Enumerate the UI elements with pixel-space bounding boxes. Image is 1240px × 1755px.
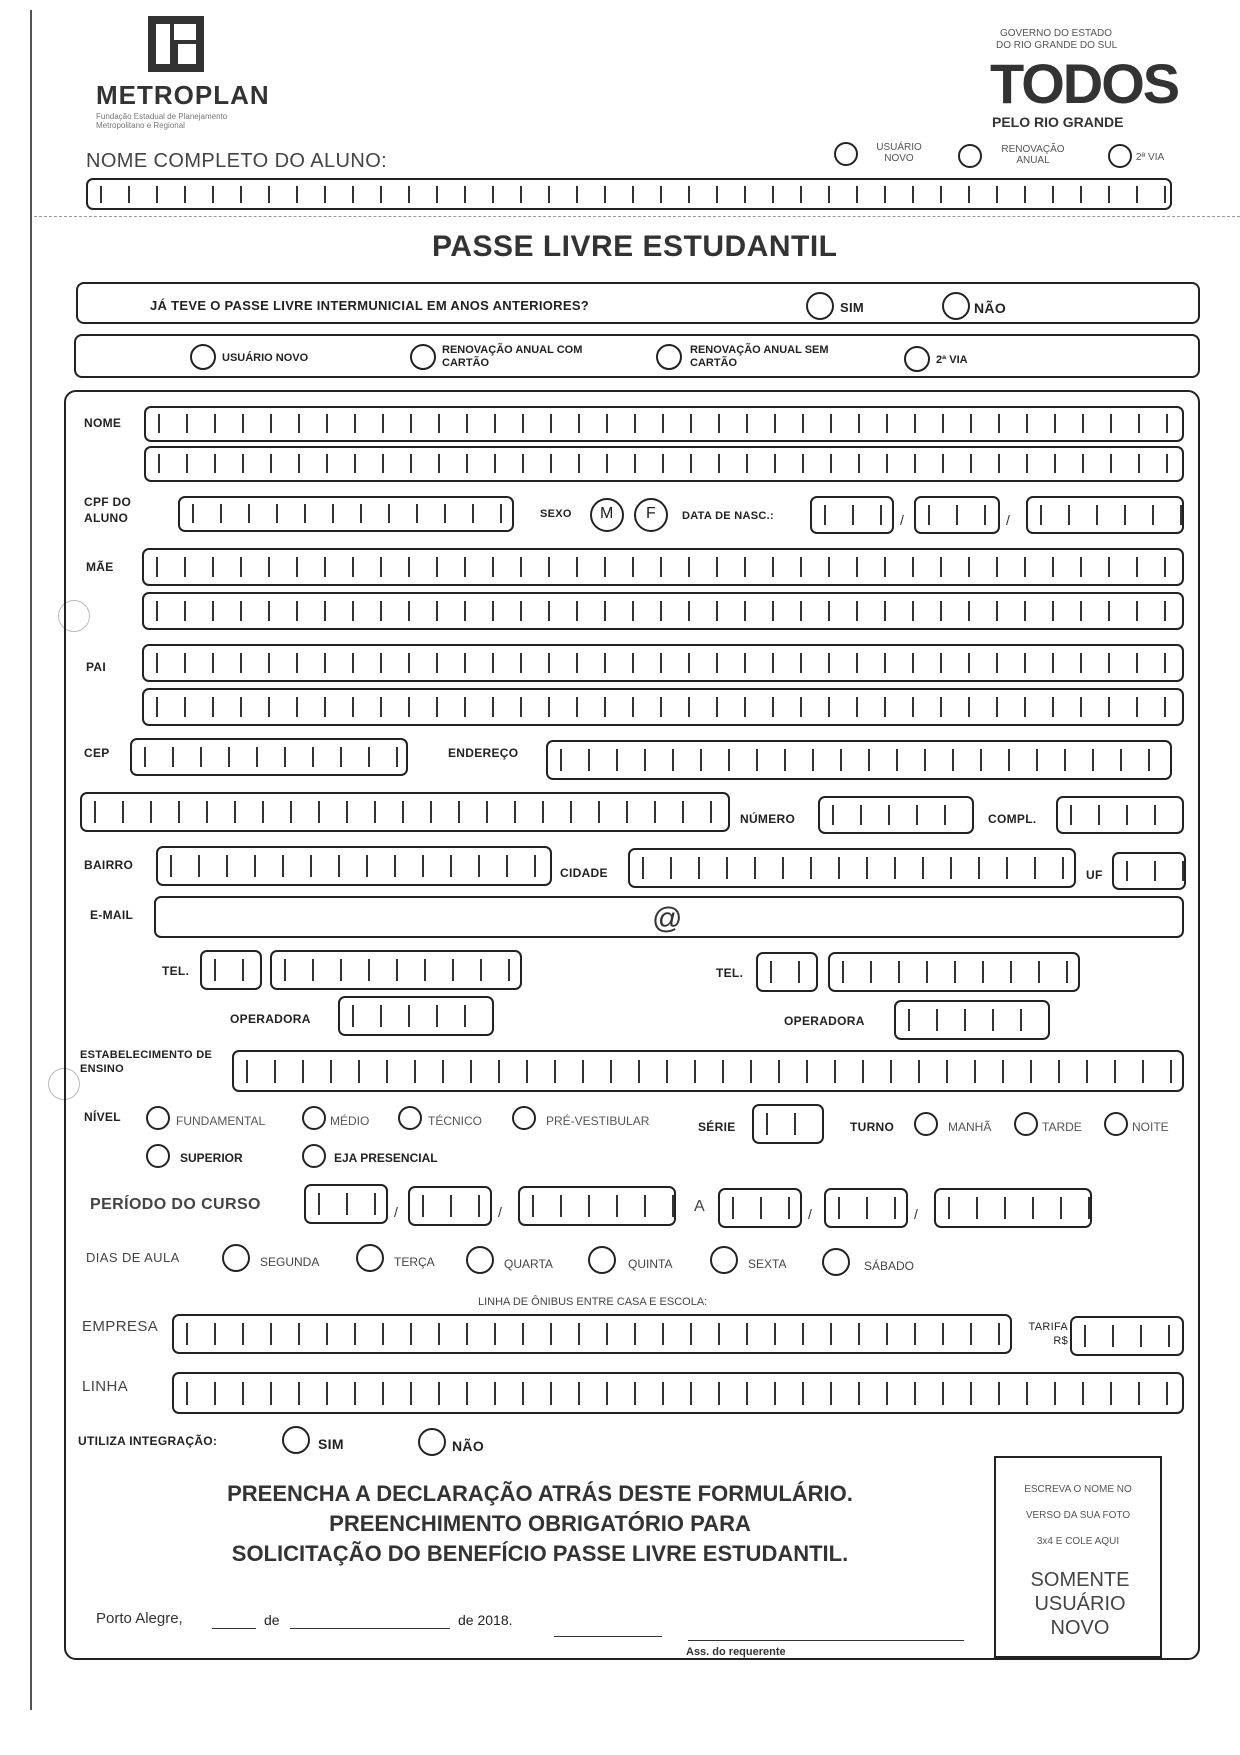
data-nasc-year-field[interactable] [1026, 496, 1184, 534]
nivel-medio-radio[interactable] [302, 1106, 326, 1130]
request-new-user-label: USUÁRIO NOVO [222, 352, 309, 364]
operadora2-label: OPERADORA [784, 1014, 865, 1028]
request-second-copy-radio[interactable] [904, 346, 930, 372]
dia-segunda-radio[interactable] [222, 1244, 250, 1272]
nivel-tecnico-radio[interactable] [398, 1106, 422, 1130]
operadora1-label: OPERADORA [230, 1012, 311, 1026]
tel2-label: TEL. [716, 966, 744, 980]
periodo-start-month-field[interactable] [408, 1186, 492, 1226]
nivel-eja-radio[interactable] [302, 1144, 326, 1168]
cep-field[interactable] [130, 738, 408, 776]
nivel-eja-label: EJA PRESENCIAL [334, 1151, 438, 1165]
mae-field-line2[interactable] [142, 592, 1184, 630]
empresa-label: EMPRESA [82, 1318, 159, 1335]
notice-line2: PREENCHIMENTO OBRIGATÓRIO PARA [329, 1511, 751, 1536]
prior-no-label: NÃO [974, 300, 1007, 316]
periodo-to-label: A [694, 1198, 705, 1215]
photo-note: SOMENTE USUÁRIO NOVO [1030, 1569, 1130, 1639]
nome-field-line2[interactable] [144, 446, 1184, 482]
nivel-superior-radio[interactable] [146, 1144, 170, 1168]
signature-line-part1[interactable] [554, 1636, 662, 1637]
photo-line2: VERSO DA SUA FOTO [1025, 1510, 1131, 1521]
dia-terca-radio[interactable] [356, 1244, 384, 1272]
gov-line2: DO RIO GRANDE DO SUL [996, 40, 1118, 51]
nivel-pre-vestibular-radio[interactable] [512, 1106, 536, 1130]
left-margin-line [30, 10, 32, 1710]
serie-label: SÉRIE [698, 1120, 736, 1134]
integracao-label: UTILIZA INTEGRAÇÃO: [78, 1434, 218, 1448]
endereco-label: ENDEREÇO [448, 746, 519, 760]
bairro-label: BAIRRO [84, 858, 134, 872]
gov-line1: GOVERNO DO ESTADO [1000, 28, 1113, 39]
date-separator: / [808, 1206, 812, 1222]
prior-question-label: JÁ TEVE O PASSE LIVRE INTERMUNICIAL EM ANOS ANTERIORES? [150, 298, 590, 313]
uf-field[interactable] [1112, 852, 1186, 890]
top-option-renewal-label: RENOVAÇÃO ANUAL [1001, 144, 1065, 166]
signature-line-part2[interactable] [688, 1640, 964, 1641]
tarifa-field[interactable] [1070, 1316, 1184, 1356]
linha-onibus-heading: LINHA DE ÔNIBUS ENTRE CASA E ESCOLA: [478, 1296, 708, 1308]
nivel-label: NÍVEL [84, 1110, 121, 1124]
periodo-end-year-field[interactable] [934, 1188, 1092, 1228]
turno-tarde-radio[interactable] [1014, 1112, 1038, 1136]
periodo-label: PERÍODO DO CURSO [90, 1196, 261, 1213]
cpf-field[interactable] [178, 496, 514, 532]
date-separator: / [914, 1206, 918, 1222]
turno-noite-radio[interactable] [1104, 1112, 1128, 1136]
student-full-name-label: NOME COMPLETO DO ALUNO: [86, 150, 388, 172]
numero-label: NÚMERO [740, 812, 796, 826]
tel2-ddd-field[interactable] [756, 952, 818, 992]
top-option-second-copy-label: 2ª VIA [1136, 152, 1165, 163]
nome-field-line1[interactable] [144, 406, 1184, 442]
date-month-line[interactable] [290, 1628, 450, 1629]
nivel-tecnico-label: TÉCNICO [428, 1114, 482, 1128]
tarifa-label: TARIFA R$ [1028, 1321, 1068, 1347]
dia-quarta-label: QUARTA [504, 1257, 553, 1271]
integracao-nao-radio[interactable] [418, 1428, 446, 1456]
request-renewal-with-card-label: RENOVAÇÃO ANUAL COM CARTÃO [442, 344, 583, 369]
data-nasc-day-field[interactable] [810, 496, 894, 534]
org-subtitle: Fundação Estadual de Planejamento Metropolitano e Regional [96, 112, 228, 130]
request-second-copy-label: 2ª VIA [936, 354, 968, 366]
cep-label: CEP [84, 746, 110, 760]
cidade-field[interactable] [628, 848, 1076, 888]
turno-tarde-label: TARDE [1042, 1120, 1082, 1134]
cpf-label: CPF DO ALUNO [84, 495, 132, 525]
pai-field-line1[interactable] [142, 644, 1184, 682]
linha-field[interactable] [172, 1372, 1184, 1414]
date-de-label: de [264, 1612, 280, 1628]
date-separator: / [394, 1204, 398, 1220]
sexo-m-label: M [600, 505, 614, 522]
email-at-sign: @ [652, 902, 683, 935]
compl-field[interactable] [1056, 796, 1184, 834]
turno-manha-label: MANHÃ [948, 1120, 992, 1134]
integracao-sim-label: SIM [318, 1436, 344, 1452]
cut-line [34, 216, 1240, 217]
operadora1-field[interactable] [338, 996, 494, 1036]
nivel-pre-vestibular-label: PRÉ-VESTIBULAR [546, 1114, 650, 1128]
date-separator: / [1006, 512, 1010, 528]
dia-quarta-radio[interactable] [466, 1246, 494, 1274]
form-title: PASSE LIVRE ESTUDANTIL [432, 230, 838, 263]
org-name: METROPLAN [96, 80, 270, 110]
photo-line3: 3x4 E COLE AQUI [1036, 1536, 1120, 1547]
request-renewal-without-card-label: RENOVAÇÃO ANUAL SEM CARTÃO [690, 344, 829, 369]
request-renewal-with-card-radio[interactable] [410, 344, 436, 370]
dia-quinta-label: QUINTA [628, 1257, 673, 1271]
turno-noite-label: NOITE [1132, 1120, 1169, 1134]
numero-field[interactable] [818, 796, 974, 834]
tel2-number-field[interactable] [828, 952, 1080, 992]
serie-field[interactable] [752, 1104, 824, 1144]
notice-line1: PREENCHA A DECLARAÇÃO ATRÁS DESTE FORMULÁRIO. [227, 1481, 853, 1506]
compl-label: COMPL. [988, 812, 1037, 826]
linha-label: LINHA [82, 1378, 129, 1395]
bairro-field[interactable] [156, 846, 552, 886]
date-separator: / [498, 1204, 502, 1220]
prior-yes-radio[interactable] [806, 292, 834, 320]
prior-yes-label: SIM [840, 300, 865, 315]
prior-no-radio[interactable] [942, 292, 970, 320]
empresa-field[interactable] [172, 1314, 1012, 1354]
turno-manha-radio[interactable] [914, 1112, 938, 1136]
photo-line1: ESCREVA O NOME NO [1024, 1484, 1132, 1495]
campaign-logo: TODOS [990, 52, 1179, 115]
student-full-name-field[interactable] [86, 178, 1172, 210]
top-option-renewal-radio[interactable] [958, 144, 982, 168]
uf-label: UF [1086, 868, 1103, 882]
integracao-sim-radio[interactable] [282, 1426, 310, 1454]
data-nasc-label: DATA DE NASC.: [682, 510, 774, 522]
nome-label: NOME [84, 416, 122, 430]
sexo-f-label: F [646, 505, 656, 522]
estabelecimento-field[interactable] [232, 1050, 1184, 1092]
city-date-label: Porto Alegre, [96, 1610, 183, 1627]
periodo-start-day-field[interactable] [304, 1184, 388, 1224]
request-renewal-without-card-radio[interactable] [656, 344, 682, 370]
dia-quinta-radio[interactable] [588, 1246, 616, 1274]
mae-label: MÃE [86, 560, 114, 574]
dia-terca-label: TERÇA [394, 1255, 435, 1269]
dia-sexta-label: SEXTA [748, 1257, 787, 1271]
tel1-label: TEL. [162, 964, 190, 978]
periodo-end-day-field[interactable] [718, 1188, 802, 1228]
nivel-fundamental-radio[interactable] [146, 1106, 170, 1130]
campaign-tagline: PELO RIO GRANDE [992, 114, 1124, 130]
tel1-ddd-field[interactable] [200, 950, 262, 990]
endereco-field-line1[interactable] [546, 740, 1172, 780]
metroplan-logo [148, 16, 204, 72]
turno-label: TURNO [850, 1120, 895, 1134]
nivel-fundamental-label: FUNDAMENTAL [176, 1114, 266, 1128]
dia-sexta-radio[interactable] [710, 1246, 738, 1274]
periodo-start-year-field[interactable] [518, 1186, 676, 1226]
tel1-number-field[interactable] [270, 950, 522, 990]
mae-field-line1[interactable] [142, 548, 1184, 586]
top-option-new-user-radio[interactable] [834, 142, 858, 166]
dia-segunda-label: SEGUNDA [260, 1255, 320, 1269]
pai-field-line2[interactable] [142, 688, 1184, 726]
email-label: E-MAIL [90, 908, 134, 922]
integracao-nao-label: NÃO [452, 1438, 485, 1454]
dia-sabado-radio[interactable] [822, 1248, 850, 1276]
date-separator: / [900, 512, 904, 528]
pai-label: PAI [86, 660, 107, 674]
dia-sabado-label: SÁBADO [864, 1259, 915, 1273]
nivel-superior-label: SUPERIOR [180, 1151, 243, 1165]
operadora2-field[interactable] [894, 1000, 1050, 1040]
estabelecimento-label: ESTABELECIMENTO DE ENSINO [80, 1049, 213, 1075]
notice-line3: SOLICITAÇÃO DO BENEFÍCIO PASSE LIVRE ESTUDANTIL. [231, 1541, 849, 1566]
dias-label: DIAS DE AULA [86, 1250, 180, 1265]
signature-label: Ass. do requerente [686, 1646, 786, 1658]
date-day-line[interactable] [212, 1628, 256, 1629]
top-option-new-user-label: USUÁRIO NOVO [876, 142, 922, 164]
data-nasc-month-field[interactable] [914, 496, 1000, 534]
date-year-label: de 2018. [458, 1612, 513, 1628]
nivel-medio-label: MÉDIO [330, 1114, 370, 1128]
top-option-second-copy-radio[interactable] [1108, 144, 1132, 168]
cidade-label: CIDADE [560, 866, 608, 880]
request-new-user-radio[interactable] [190, 344, 216, 370]
sexo-label: SEXO [540, 508, 572, 520]
periodo-end-month-field[interactable] [824, 1188, 908, 1228]
endereco-field-line2[interactable] [80, 792, 730, 832]
